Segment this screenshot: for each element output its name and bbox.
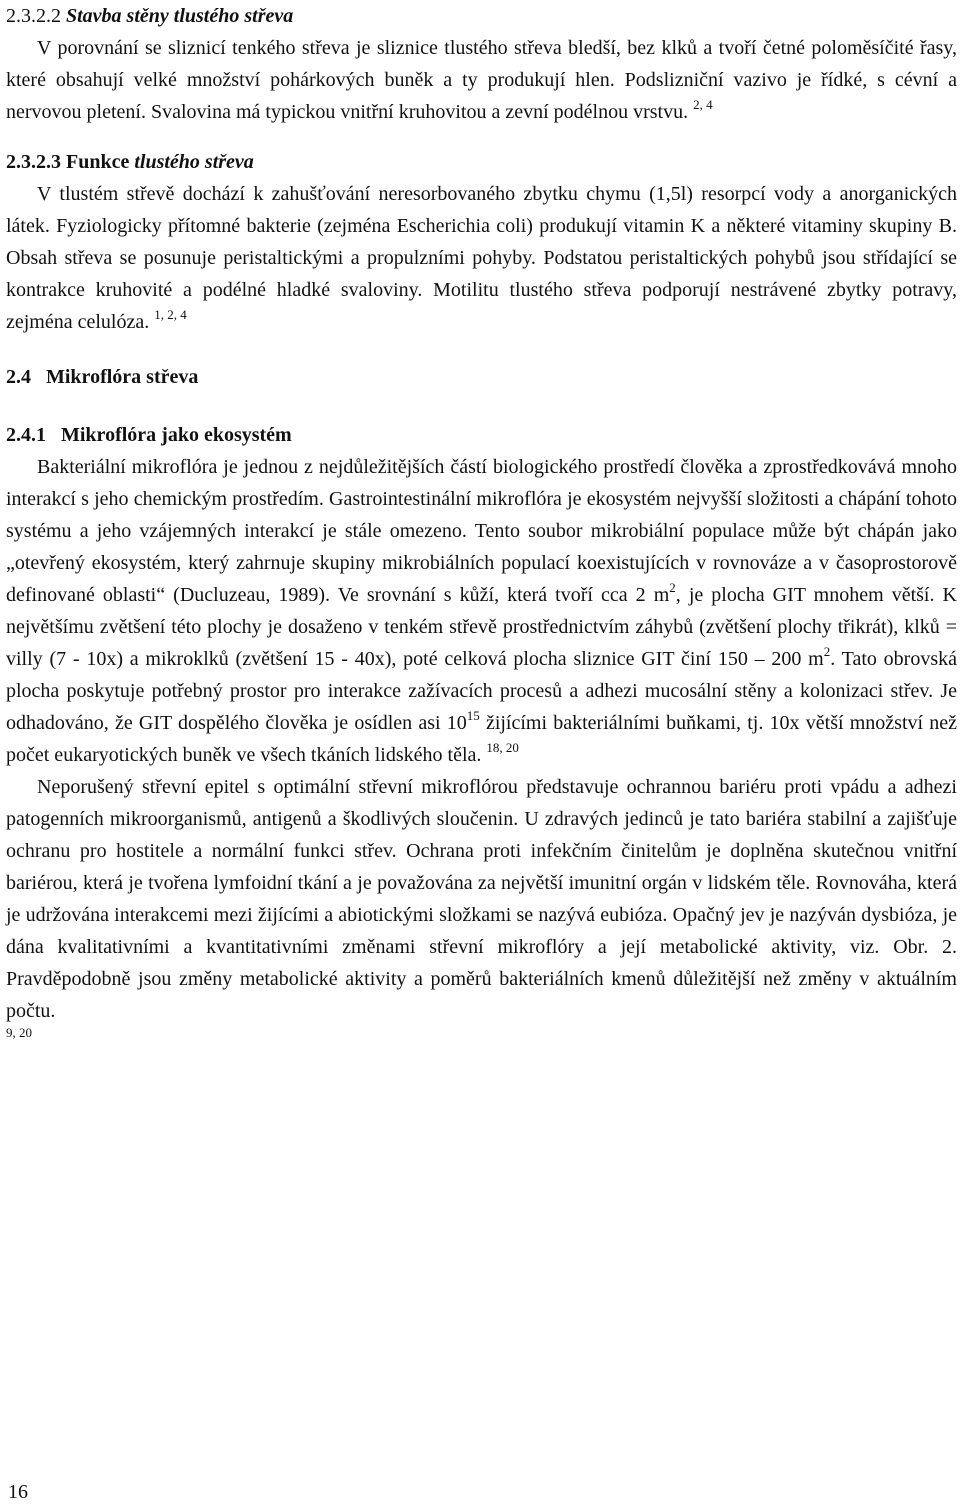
paragraph-ecosystem bbox=[6, 451, 957, 771]
heading-2-3-2-2 bbox=[6, 0, 957, 32]
superscript: 15 bbox=[466, 708, 480, 723]
heading-title: Mikroflóra jako ekosystém bbox=[61, 424, 292, 446]
citation-ref: 18, 20 bbox=[486, 740, 519, 755]
heading-2-3-2-3 bbox=[6, 146, 957, 178]
heading-number: 2.4 bbox=[6, 366, 31, 388]
citation-ref: 1, 2, 4 bbox=[154, 307, 187, 322]
page-number: 16 bbox=[8, 1481, 28, 1503]
paragraph-text: Bakteriální mikroflóra je jednou z nejdůležitějších částí biologického prostředí člověka a zprostředkovává mnoho interakcí s jeho chemickým prostředím. Gastrointestinální mikroflóra je ekosystém nejvyšší složitosti a chápání tohoto systému a jeho vzájemných interakcí je stále omezeno. Tento soubor mikrobiální populace může být chápán jako „otevřený ekosystém, který zahrnuje skupiny mikrobiálních populací koexistujících v rovnováze a v časoprostorově definované oblasti“ (Ducluzeau, 1989). Ve srovnání s kůží, která tvoří cca 2 m bbox=[6, 456, 957, 606]
superscript: 2 bbox=[823, 644, 831, 659]
heading-title: Stavba stěny tlustého střeva bbox=[66, 5, 294, 27]
heading-number: 2.3.2.3 bbox=[6, 151, 61, 173]
citation-ref: 2, 4 bbox=[693, 97, 713, 112]
heading-2-4-1 bbox=[6, 419, 957, 451]
superscript: 2 bbox=[669, 580, 676, 595]
paragraph-colon-function bbox=[6, 178, 957, 338]
paragraph-text: Neporušený střevní epitel s optimální střevní mikroflórou představuje ochrannou bariéru proti vpádu a adhezi patogenních mikroorganismů, antigenů a škodlivých sloučenin. U zdravých jedinců je tato bariéra stabilní a zajišťuje ochranu pro hostitele a normální funkci střev. Ochrana proti infekčním činitelům je doplněna skutečnou vnitřní bariérou, která je tvořena lymfoidní tkání a je považována za největší imunitní orgán v lidském těle. Rovnováha, která je udržována interakcemi mezi žijícími a abiotickými složkami se nazývá eubióza. Opačný jev je nazýván dysbióza, je dána kvalitativními a kvantitativními změnami střevní mikroflóry a její metabolické aktivity, viz. Obr. 2. Pravděpodobně jsou změny metabolické aktivity a poměrů bakteriálních kmenů důležitější než změny v aktuálním počtu. bbox=[6, 776, 957, 1022]
paragraph-text: , je plocha GIT mnohem větší. K největšímu zvětšení této plochy je dosaženo v tenkém střevě prostřednictvím záhybů (zvětšení plochy třikrát), klků = villy (7 - 10x) a mikroklků (zvětšení 15 - 40x), poté celková plocha sliznice GIT činí 150 – 200 m bbox=[6, 584, 957, 670]
heading-title: Mikroflóra střeva bbox=[46, 366, 199, 388]
page-content bbox=[6, 0, 957, 1041]
heading-number: 2.3.2.2 bbox=[6, 5, 61, 27]
heading-2-4 bbox=[6, 361, 957, 393]
paragraph-text: žijícími bakteriálními buňkami, tj. 10x větší množství než počet eukaryotických buněk ve všech tkáních lidského těla. bbox=[6, 712, 958, 766]
paragraph-text: . Tato obrovská plocha poskytuje potřebný prostor pro interakce zažívacích procesů a adhezi mucosální stěny a kolonizaci střev. Je odhadováno, že GIT dospělého člověka je osídlen asi 10 bbox=[6, 648, 957, 734]
citation-ref: 9, 20 bbox=[6, 1025, 32, 1040]
paragraph-text: V tlustém střevě dochází k zahušťování neresorbovaného zbytku chymu (1,5l) resorpcí vody a anorganických látek. Fyziologicky přítomné bakterie (zejména Escherichia coli) produkují vitamin K a některé vitaminy skupiny B. Obsah střeva se posunuje peristaltickými a propulzními pohyby. Podstatou peristaltických pohybů jsou střídající se kontrakce kruhovité a podélné hladké svaloviny. Motilitu tlustého střeva podporují nestrávené zbytky potravy, zejména celulóza. bbox=[6, 183, 957, 333]
paragraph-text: V porovnání se sliznicí tenkého střeva je sliznice tlustého střeva bledší, bez klků a tvoří četné poloměsíčité řasy, které obsahují velké množství pohárkových buněk a ty produkují hlen. Podslizniční vazivo je řídké, s cévní a nervovou pletení. Svalovina má typickou vnitřní kruhovitou a zevní podélnou vrstvu. bbox=[6, 37, 957, 123]
heading-title-bold: Funkce bbox=[66, 151, 130, 173]
heading-title-italic: tlustého střeva bbox=[134, 151, 254, 173]
paragraph-barrier bbox=[6, 771, 957, 1027]
heading-number: 2.4.1 bbox=[6, 424, 46, 446]
paragraph-wall-structure bbox=[6, 32, 957, 128]
